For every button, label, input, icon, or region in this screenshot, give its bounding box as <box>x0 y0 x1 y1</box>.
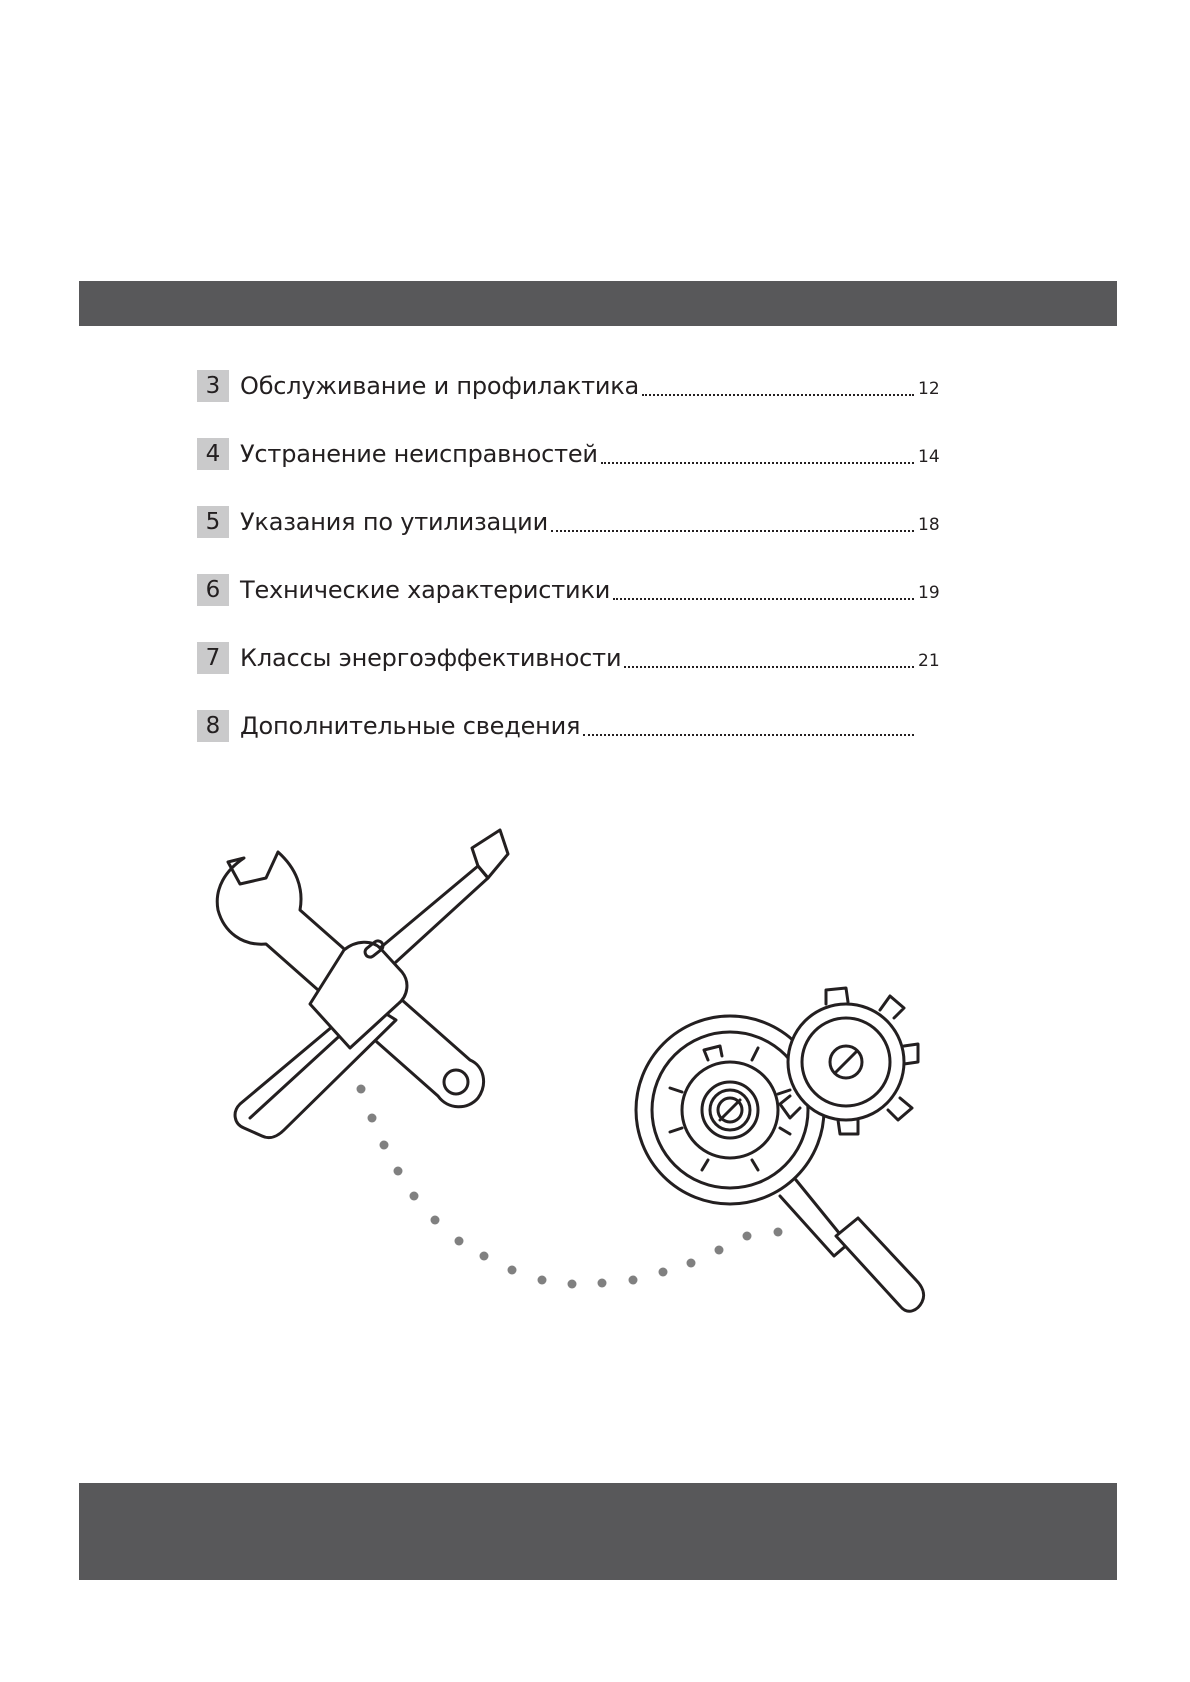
section-title: Указания по утилизации <box>240 508 548 536</box>
section-title: Классы энергоэффективности <box>240 644 622 672</box>
gear-icon <box>670 988 918 1170</box>
page-number: 19 <box>918 583 940 603</box>
page-number: 12 <box>918 379 940 399</box>
section-title: Обслуживание и профилактика <box>240 372 640 400</box>
section-number: 8 <box>197 710 229 742</box>
section-number: 3 <box>197 370 229 402</box>
page-number: 18 <box>918 515 940 535</box>
section-title: Дополнительные сведения <box>240 712 581 740</box>
page-number: 14 <box>918 447 940 467</box>
section-number: 4 <box>197 438 229 470</box>
section-title: Устранение неисправностей <box>240 440 598 468</box>
section-number: 5 <box>197 506 229 538</box>
footer-bar <box>79 1483 1117 1580</box>
section-number: 6 <box>197 574 229 606</box>
section-number: 7 <box>197 642 229 674</box>
screwdriver-icon <box>235 830 508 1138</box>
page-number: 21 <box>918 651 940 671</box>
section-title: Технические характеристики <box>240 576 611 604</box>
